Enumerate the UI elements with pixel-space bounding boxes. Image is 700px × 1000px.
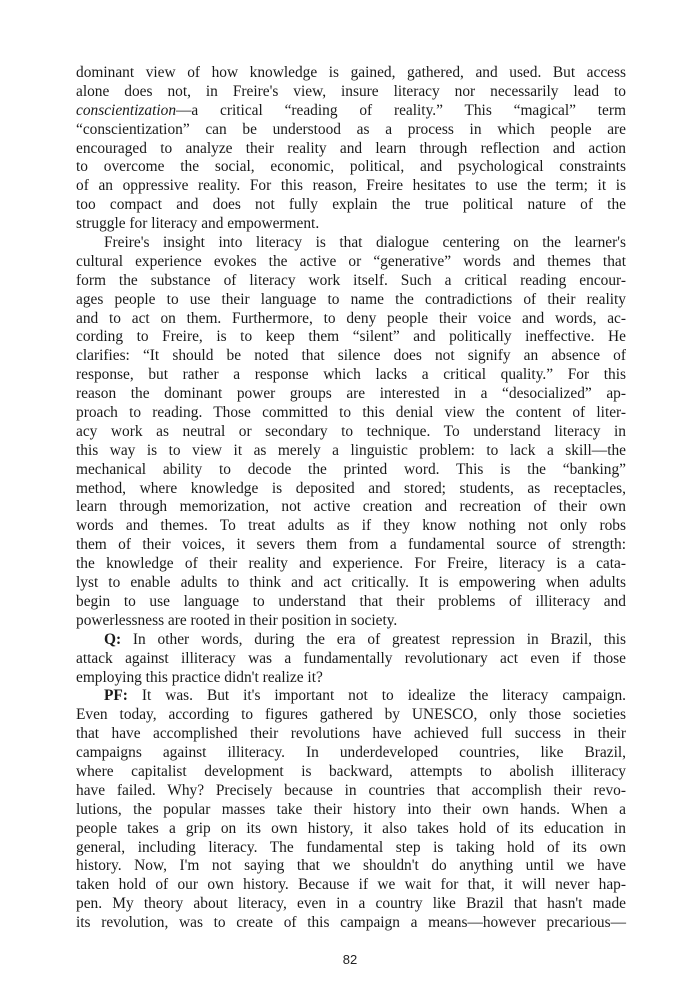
- text-fragment: It was. But it's important not to idealize the literacy campaign.: [127, 687, 626, 705]
- text-line: Even today, according to figures gathered by UNESCO, only those societies: [76, 706, 626, 724]
- text-line: lutions, the popular masses take their history into their own hands. When a: [76, 800, 626, 818]
- text-line: encouraged to analyze their reality and learn through reflection and action: [76, 139, 626, 157]
- text-line: history. Now, I'm not saying that we shouldn't do anything until we have: [76, 857, 626, 875]
- text-line: lyst to enable adults to think and act critically. It is empowering when adults: [76, 574, 626, 592]
- text-line: people takes a grip on its own history, it also takes hold of its education in: [76, 819, 626, 837]
- book-page-text: [76, 64, 626, 933]
- text-line: mechanical ability to decode the printed word. This is the “banking”: [76, 460, 626, 478]
- text-line: and to act on them. Furthermore, to deny people their voice and words, ac-: [76, 309, 626, 327]
- text-line: proach to reading. Those committed to this denial view the content of liter-: [76, 404, 626, 422]
- text-line: the knowledge of their reality and experience. For Freire, literacy is a cata-: [76, 555, 626, 573]
- text-line: struggle for literacy and empowerment.: [76, 215, 320, 233]
- text-line: [76, 687, 626, 706]
- text-line: method, where knowledge is deposited and stored; students, as receptacles,: [76, 479, 626, 497]
- text-line: powerlessness are rooted in their position in society.: [76, 611, 398, 629]
- text-line: have failed. Why? Precisely because in countries that accomplish their revo-: [76, 781, 626, 799]
- text-line: begin to use language to understand that their problems of illiteracy and: [76, 592, 626, 610]
- text-line: words and themes. To treat adults as if they know nothing not only robs: [76, 517, 626, 535]
- text-line: general, including literacy. The fundamental step is taking hold of its own: [76, 838, 626, 856]
- text-line: them of their voices, it severs them from a fundamental source of strength:: [76, 536, 626, 554]
- paragraph-answer: [76, 687, 626, 933]
- text-line: learn through memorization, not active creation and recreation of their own: [76, 498, 626, 516]
- speaker-label: Q:: [104, 630, 122, 648]
- text-line: “conscientization” can be understood as a process in which people are: [76, 120, 626, 138]
- text-line: taken hold of our own history. Because if we wait for that, it will never hap-: [76, 876, 626, 894]
- text-fragment: In other words, during the era of greatest repression in Brazil, this: [121, 630, 626, 648]
- text-line: of an oppressive reality. For this reason, Freire hesitates to use the term; it is: [76, 177, 626, 195]
- paragraph-question: [76, 631, 626, 688]
- text-fragment: —a critical “reading of reality.” This “magical” term: [176, 101, 626, 119]
- text-line: that have accomplished their revolutions have achieved full success in their: [76, 725, 626, 743]
- text-line: Freire's insight into literacy is that dialogue centering on the learner's: [104, 234, 626, 252]
- text-line: its revolution, was to create of this campaign a means—however precarious—: [76, 914, 626, 932]
- text-line: dominant view of how knowledge is gained, gathered, and used. But access: [76, 64, 626, 81]
- text-line: alone does not, in Freire's view, insure literacy nor necessarily lead to: [76, 82, 626, 100]
- text-line: reason the dominant power groups are interested in a “desocialized” ap-: [76, 385, 626, 403]
- text-line: response, but rather a response which lacks a critical quality.” For this: [76, 366, 626, 384]
- text-line: [76, 102, 626, 121]
- text-line: clarifies: “It should be noted that silence does not signify an absence of: [76, 347, 626, 365]
- italic-term: conscientization: [76, 101, 177, 119]
- paragraph-2: [76, 234, 626, 631]
- speaker-label: PF:: [104, 687, 128, 705]
- text-line: cording to Freire, is to keep them “silent” and politically ineffective. He: [76, 328, 626, 346]
- text-line: pen. My theory about literacy, even in a country like Brazil that hasn't made: [76, 895, 626, 913]
- text-line: this way is to view it as merely a linguistic problem: to lack a skill—the: [76, 441, 626, 459]
- text-line: ages people to use their language to name the contradictions of their reality: [76, 290, 626, 308]
- page-number: 82: [342, 952, 358, 967]
- text-line: [76, 631, 626, 650]
- paragraph-1: [76, 64, 626, 234]
- text-line: too compact and does not fully explain the true political nature of the: [76, 196, 626, 214]
- text-line: form the substance of literacy work itself. Such a critical reading encour-: [76, 271, 626, 289]
- text-line: to overcome the social, economic, political, and psychological constraints: [76, 158, 626, 176]
- text-line: attack against illiteracy was a fundamentally revolutionary act even if those: [76, 649, 626, 667]
- text-line: cultural experience evokes the active or “generative” words and themes that: [76, 252, 626, 270]
- text-line: campaigns against illiteracy. In underdeveloped countries, like Brazil,: [76, 744, 626, 762]
- text-line: where capitalist development is backward, attempts to abolish illiteracy: [76, 762, 626, 780]
- text-line: acy work as neutral or secondary to technique. To understand literacy in: [76, 422, 626, 440]
- text-line: employing this practice didn't realize it?: [76, 668, 323, 686]
